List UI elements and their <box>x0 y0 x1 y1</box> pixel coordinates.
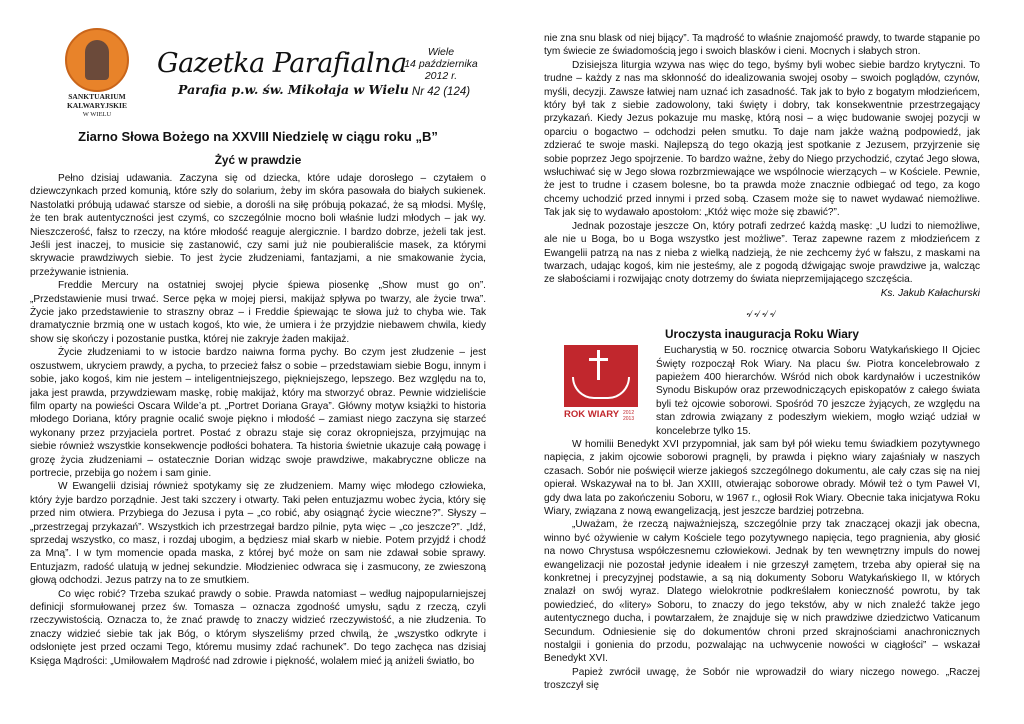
article-2-title: Uroczysta inauguracja Roku Wiary <box>665 327 859 342</box>
logo-caption-2: KALWARYJSKIE <box>67 101 127 110</box>
article-paragraph: Eucharystią w 50. rocznicę otwarcia Soboru Watykańskiego II Ojciec Święty rozpoczął Rok Wiary. Na placu św. Piotra koncelebrowało z papieżem 400 hierarchów. Wśród nich obok kardynałów i uczestników Synodu Biskupów oraz przewodniczących episkopatów z całego świata byli też ojcowie soborowi. Spośród 70 jeszcze żyjących, ze względu na stan zdrowia związany z podeszłym wiekiem, mogło wziąć udział w koncelebrze tylko 15. <box>656 345 980 437</box>
masthead <box>30 0 486 122</box>
article-paragraph: W Ewangelii dzisiaj również spotykamy się ze złudzeniem. Mamy więc młodego człowieka, który żyje bardzo porządnie. Jest taki szczery i otwarty. Taki pełen entuzjazmu wobec życia, który się przed nim otwiera. Przybiega do Jezusa i pyta – „co robić, aby osiągnąć życie wieczne?”. Słyszy – „przestrzegaj przykazań”. Wszystkich ich przestrzegał bardzo pilnie, pyta więc – „co jeszcze?”. „Idź, sprzedaj wszystko, co masz, i rozdaj ubogim, a będziesz miał skarb w niebie. Potem przyjdź i chodź za Mną”. I w tym momencie opada maska, z której być może on sam nie zdawał sobie sprawy. Entuzjazm, radość ulatują w jednej sekundzie. Młodzieniec odwraca się i zasmucony, ze zwieszoną głową odchodzi. Jezus patrzy na to ze smutkiem. <box>30 481 486 587</box>
seal-icon <box>65 28 129 92</box>
article-paragraph: Pełno dzisiaj udawania. Zaczyna się od dziecka, które udaje dorosłego – czytałem o dziewczynkach przed komunią, które szły do solarium, żeby im skóra pasowała do białych sukienek. Nastolatki próbują udawać starsze od siebie, a dorośli na siłę próbują pokazać, że są młodsi. Myślę, że ten brak autentyczności jest czymś, co szczególnie mocno boli właśnie ludzi młodych – jak wy. Nieszczerość, fałsz to rzeczy, na które młodość reaguje alergicznie. I bardzo dobrze, jeżeli tak jest. Jeśli jest inaczej, to musicie się zastanowić, czy sami już nie poubieraliście masek, za którymi skrywacie prawdziwych siebie. To jest życie złudzeniami, fantazjami, a nie smakowanie życia, przeżywanie istnienia. <box>30 173 486 278</box>
boat-icon <box>572 377 630 399</box>
page-title: Gazetka Parafialna <box>157 48 407 79</box>
right-column <box>544 0 980 724</box>
page-subtitle: Parafia p.w. św. Mikołaja w Wielu <box>178 82 409 97</box>
article-paragraph: Jednak pozostaje jeszcze On, który potrafi zedrzeć każdą maskę: „U ludzi to niemożliwe, ale nie u Boga, bo u Boga wszystko jest możliwe”. Teraz zapewne razem z młodzieńcem z Ewangelii patrzą na nas z nieba z wielką nadzieją, że nie zechcemy żyć w fałszu, z maskami na twarzach, udając kogoś, kim nie jesteśmy, ale z pogodą dźwigając swoje prawdziwe ja, walcząc ze słabościami i rozwijając cnoty dotrzemy do świata nieprzemijającego szczęścia. <box>544 220 980 286</box>
article-signature: Ks. Jakub Kałachurski <box>880 287 980 299</box>
article-paragraph: Życie złudzeniami to w istocie bardzo naiwna forma pychy. Bo czym jest złudzenie – jest oszustwem, ukryciem prawdy, a pycha, to przecież fałsz o sobie – przedstawiam siebie Bogu, innym i sobie, jako kogoś, kim nie jestem – inteligentniejszego, piękniejszego, lepszego. Bez względu na to, jaka jest prawda, przywdziewam maskę, robię makijaż, który ma stworzyć obraz. Pewnie widzieliście film oparty na powieści Oscara Wilde’a pt. „Portret Doriana Graya”. Główny motyw książki to historia młodego Doriana, który pragnie ocalić swoje piękno i młodość – zamiast niego zaczyna się starzeć wykonany przez przyjaciela portret. Postać z obrazu staje się coraz okropniejsza, przyjmując na siebie również wszystkie konsekwencje podłości bohatera. Ta historia świetnie ukazuje całą powagę i grozę życia złudzeniami – ostatecznie Dorian widząc swoje prawdziwe, makabryczne oblicze na portrecie, przebija go nożem i sam ginie. <box>30 347 486 479</box>
ornament-divider: ৵৵৵৵ <box>746 308 778 321</box>
issue-number: Nr 42 (124) <box>411 86 471 98</box>
rok-wiary-logo <box>564 345 638 427</box>
issue-info <box>396 46 486 98</box>
article-title: Ziarno Słowa Bożego na XXVIII Niedzielę w ciągu roku „B” <box>78 129 438 144</box>
article-paragraph: Papież zwrócił uwagę, że Sobór nie wprowadził do wiary niczego nowego. „Raczej troszczył się <box>544 666 980 692</box>
article-paragraph: Co więc robić? Trzeba szukać prawdy o sobie. Prawda natomiast – według najpopularniejszej definicji sformułowanej przez św. Tomasza – oznacza zgodność umysłu, sądu z rzeczą, czyli rzeczywistością. Oznacza to, że znać prawdę to znaczy widzieć rzeczywistość, a nie złudzenia. To znaczy widzieć siebie tak jak Bóg, o którym słyszeliśmy przed chwilą, że „wszystko odkryte i odsłonięte jest przed oczami Tego, któremu musimy zdać rachunek”. Do tego zachęca nas dzisiaj Księga Mądrości: „Umiłowałem Mądrość nad zdrowie i piękność, wolałem mieć ją aniżeli światło, bo <box>30 588 486 667</box>
issue-date-line2: 2012 r. <box>424 70 458 82</box>
article-paragraph: Freddie Mercury na ostatniej swojej płycie śpiewa piosenkę „Show must go on”. „Przedstawienie musi trwać. Serce pęka w mojej piersi, makijaż spływa po twarzy, ale życie trwa”. Życie jako przedstawienie to straszny obraz – i Freddie śpiewając te słowa już to chyba wie. Tak dramatycznie brzmią one w ustach kogoś, kto wie, że umiera i że przyjdzie niebawem chwila, kiedy show się skończy i pozostanie pustka, której nie zakryje żaden makijaż. <box>30 280 486 345</box>
article-paragraph: „Uważam, że rzeczą najważniejszą, szczególnie przy tak znaczącej okazji jak obecna, winno być ożywienie w całym Kościele tego pozytywnego napięcia, tego pragnienia, aby głosić na nowo Chrystusa współczesnemu człowiekowi. Jednak by ten wewnętrzny impuls do nowej ewangelizacji nie pozostał jedynie ideałem i nie grzeszył zamętem, trzeba aby opierał się na konkretnej i precyzyjnej podstawie, a są nią dokumenty Soboru Watykańskiego II, w których znalazł on swój wyraz. Dlatego wielokrotnie podkreślałem konieczność powrotu, by tak powiedzieć, do «litery» Soboru, to znaczy do jego tekstów, aby w nich znaleźć także jego autentycznego ducha, i powtarzałem, że znajduje się w nich prawdziwe dziedzictwo Vaticanum Secundum. Odniesienie się do dokumentów chroni przed skrajnościami anachronicznych nostalgii i gonienia do przodu, pozwalając na uchwycenie nowości w ciągłości” – wskazał Benedykt XVI. <box>544 519 980 665</box>
article-paragraph: W homilii Benedykt XVI przypomniał, jak sam był pół wieku temu świadkiem pozytywnego napięcia, z jakim ojcowie soborowi pragnęli, by prawda i piękno wiary zajaśniały w naszych czasach. Sobór nie poświęcił wierze jakiegoś szczególnego dokumentu, ale cały czas się na niej opierał. Wskazywał na to bł. Jan XXIII, otwierając soborowe obrady. Mówił też o tym Paweł VI, gdy dwa lata po zakończeniu Soboru, w 1967 r., ogłosił Rok Wiary. Obecnie taka inicjatywa Roku Wiary, związana z nową ewangelizacją, jest jeszcze bardziej potrzebna. <box>544 438 980 517</box>
issue-date-line1: 14 października <box>404 58 478 70</box>
article-2 <box>544 327 980 693</box>
rok-wiary-mark-icon <box>564 345 638 407</box>
article-subtitle: Żyć w prawdzie <box>214 153 302 167</box>
left-column <box>30 0 486 724</box>
rok-wiary-label: ROK WIARY <box>564 409 620 421</box>
article-paragraph: nie zna snu blask od niej bijący”. Ta mądrość to właśnie znajomość prawdy, to twarde stąpanie po tym świecie ze świadomością jego i swoich blasków i cieni. Mocnych i słabych stron. <box>544 33 980 58</box>
logo-caption-1: SANKTUARIUM <box>68 92 126 101</box>
issue-place: Wiele <box>427 46 455 58</box>
parish-seal-logo <box>62 28 132 120</box>
cross-icon <box>597 350 600 380</box>
rok-wiary-years: 2012 2013 <box>623 410 635 423</box>
article-paragraph: Dzisiejsza liturgia wzywa nas więc do tego, byśmy byli wobec siebie bardzo krytyczni. To trudne – każdy z nas ma skłonność do idealizowania swojej osoby – swoich poglądów, czynów, myśli, decyzji. Zawsze łatwiej nam uznać ich zasadność. Tak jak to było z bogatym młodzieńcem, który był tak z siebie zadowolony, taki święty i dobry, tak konsekwentnie przestrzegający przykazań. Kiedy Jezus pokazuje mu maskę, którą nosi – a więc budowanie swojej pozycji w oparciu o bogactwo – odchodzi pełen smutku. To daje nam jakże ważną podpowiedź, jak zdzierać te swoje maski. Najlepszą do tego okazją jest spotkanie z Jezusem, przyjrzenie się sobie poprzez Jego spojrzenie. To bardzo ważne, żeby do Niego przychodzić, czytać Jego słowa, wsłuchiwać się w Jego słowa rozbrzmiewające we wspólnocie wierzących – w Kościele. Pewnie, że jest to trudne i czasem bolesne, bo ta prawda może znacznie odbiegać od tego, za kogo chcemy uchodzić przed innymi i przed sobą. Czasem może się to nawet wydawać niemożliwe. Tak jak się to wydawało apostołom: „Któż więc może się zbawić?”. <box>544 59 980 219</box>
logo-caption-3: W WIELU <box>82 111 112 118</box>
